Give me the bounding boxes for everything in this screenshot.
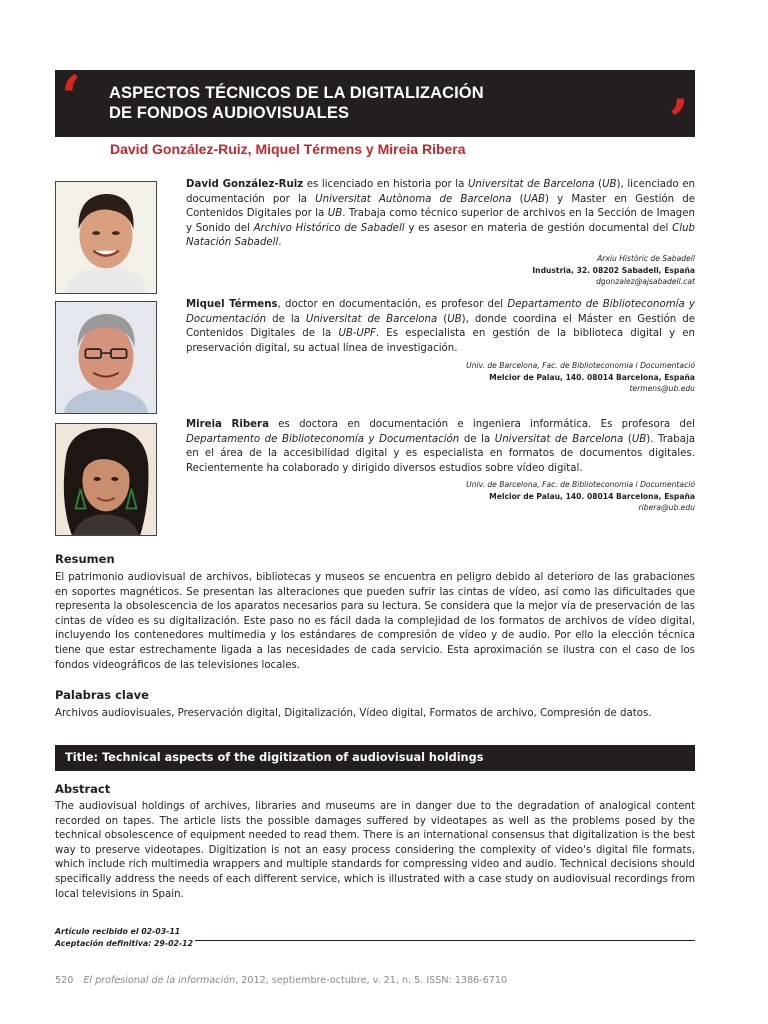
- abstract-text: The audiovisual holdings of archives, libraries and museums are in danger due to the degradation of analogical content recorded on tapes. The article lists the possible damages suffered by videotapes as well as the problems posed by the technical obsolescence of equipment needed to read them. There is an international consensus that digitalization is the best way to preserve videotapes. Digitization is not an easy process considering the complexity of video's digital file formats, which include rich multimedia wrappers and multiple standards for compressing video and audio. Technical decisions should specifically address the needs of each different service, which is illustrated with a case study on audiovisual recordings from local televisions in Spain.: [55, 801, 695, 900]
- address-line: Arxiu Històric de Sabadell: [597, 254, 695, 263]
- page-number: 520: [55, 975, 74, 986]
- resumen-heading: Resumen: [55, 552, 115, 566]
- close-quote-icon: ’: [668, 87, 689, 155]
- page-footer: [55, 975, 507, 986]
- bio-david: David González-Ruiz es licenciado en historia por la Universitat de Barcelona (UB), licenciado en documentación por la Universitat Autònoma de Barcelona (UAB) y Master en Gestión de Contenidos Digitales por la UB. Trabaja como técnico superior de archivos en la Sección de Imagen y Sonido del Archivo Histórico de Sabadell y es asesor en materia de gestión documental del Club Natación Sabadell.: [186, 179, 696, 249]
- received-date: Artículo recibido el 02-03-11: [55, 927, 181, 936]
- portrait-icon: [56, 182, 156, 293]
- address-line: Melcior de Palau, 140. 08014 Barcelona, España: [489, 372, 695, 382]
- issue-info: , 2012, septiembre-octubre, v. 21, n. 5. ISSN: 1386-6710: [235, 975, 508, 986]
- author-photo-mireia: [55, 423, 157, 536]
- address-david: [186, 253, 695, 288]
- received-dates: [55, 926, 193, 950]
- title-line-2: DE FONDOS AUDIOVISUALES: [109, 104, 350, 122]
- bio-miquel: Miquel Térmens, doctor en documentación, es profesor del Departamento de Biblioteconomía y Documentación de la Universitat de Barcelona (UB), donde coordina el Máster en Gestión de Contenidos Digitales de la UB-UPF. Es especialista en gestión de la biblioteca digital y en preservación digital, su actual línea de investigación.: [186, 299, 695, 354]
- address-mireia: [186, 479, 695, 514]
- open-quote-icon: ‘: [61, 63, 82, 131]
- address-line: Melcior de Palau, 140. 08014 Barcelona, España: [489, 491, 695, 501]
- bio-name: Mireia Ribera: [186, 419, 269, 430]
- resumen-text: El patrimonio audiovisual de archivos, bibliotecas y museos se encuentra en peligro debido al deterioro de las grabaciones en soportes magnéticos. Se presentan las alteraciones que pueden sufrir las cintas de vídeo, así como las dificultades que representa la obsolescencia de los aparatos necesarios para su lectura. Se considera que la mejor vía de preservación de las cintas de vídeo es su digitalización. Este paso no es fácil dada la complejidad de los formatos de archivos de vídeo digital, incluyendo los contenedores multimedia y los estándares de compresión de vídeo y de audio. Por ello la elección técnica tiene que estar estrechamente ligada a las necesidades de cada servicio. Esta aproximación se ilustra con el caso de los fondos videográficos de las televisiones locales.: [55, 572, 695, 671]
- author-photo-david: [55, 181, 157, 294]
- english-title-bar: Title: Technical aspects of the digitization of audiovisual holdings: [55, 745, 695, 771]
- accepted-date: Aceptación definitiva: 29-02-12: [55, 939, 194, 948]
- email-link[interactable]: termens@ub.edu: [629, 384, 695, 394]
- bio-name: David González-Ruiz: [186, 179, 304, 190]
- author-photo-miquel: [55, 301, 157, 414]
- abstract-heading: Abstract: [55, 782, 111, 796]
- palabras-clave-text: Archivos audiovisuales, Preservación digital, Digitalización, Vídeo digital, Formatos de archivo, Compresión de datos.: [55, 708, 652, 719]
- portrait-icon: [56, 302, 156, 413]
- palabras-clave-heading: Palabras clave: [55, 688, 149, 702]
- address-line: Univ. de Barcelona, Fac. de Biblioteconomia i Documentació: [466, 480, 695, 489]
- bio-mireia: Mireia Ribera es doctora en documentación e ingeniera informática. Es profesora del Departamento de Biblioteconomía y Documentación de la Universitat de Barcelona (UB). Trabaja en el área de la accesibilidad digital y es especialista en formatos de documentos digitales. Recientemente ha colaborado y dirigido diversos estudios sobre vídeo digital.: [186, 419, 695, 474]
- divider: [195, 940, 695, 941]
- authors-line: David González-Ruiz, Miquel Térmens y Mireia Ribera: [110, 141, 466, 157]
- title-line-1: ASPECTOS TÉCNICOS DE LA DIGITALIZACIÓN: [109, 84, 484, 102]
- bio-name: Miquel Térmens: [186, 299, 278, 310]
- email-link[interactable]: ribera@ub.edu: [638, 503, 695, 513]
- article-title: [109, 83, 629, 123]
- journal-name: El profesional de la información: [83, 975, 236, 986]
- address-line: Univ. de Barcelona, Fac. de Biblioteconomia i Documentació: [466, 361, 695, 370]
- email-link[interactable]: dgonzalez@ajsabadell.cat: [596, 277, 695, 287]
- address-miquel: [186, 360, 695, 395]
- portrait-icon: [56, 424, 156, 535]
- address-line: Industria, 32. 08202 Sabadell, España: [532, 265, 695, 275]
